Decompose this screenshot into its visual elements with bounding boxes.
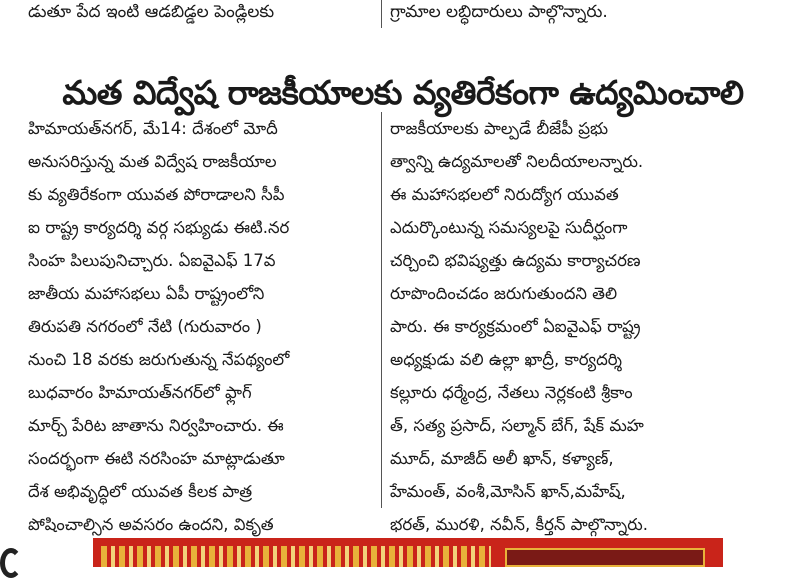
body-line: పారు. ఈ కార్యక్రమంలో ఏఐవైఎఫ్ రాష్ట్ర [390, 317, 641, 336]
article-column-right [390, 112, 725, 534]
body-line: బుధవారం హిమాయత్‌నగర్‌లో ఫ్లాగ్ [28, 383, 252, 402]
body-line: మూద్, మాజీద్ అలీ ఖాన్, కళ్యాణ్, [390, 449, 614, 468]
body-line: కు వ్యతిరేకంగా యువత పోరాడాలని సీపీ [28, 185, 285, 204]
previous-article-tail-left: డుతూ పేద ఇంటి ఆడబిడ్డల పెండ్లిలకు [28, 2, 275, 22]
body-line: అనుసరిస్తున్న మత విద్వేష రాజకీయాల [28, 152, 277, 171]
body-line: భరత్, మురళి, నవీన్, కీర్తన్ పాల్గొన్నారు. [390, 515, 648, 534]
page-corner-mark [0, 548, 22, 578]
body-line: హేమంత్, వంశీ,మోసిన్ ఖాన్,మహేష్, [390, 482, 626, 501]
body-line: రాజకీయాలకు పాల్పడే బీజేపీ ప్రభు [390, 119, 609, 138]
body-line: జాతీయ మహాసభలు ఏపీ రాష్ట్రంలోని [28, 284, 265, 303]
body-line: త్, సత్య ప్రసాద్, సల్మాన్ బేగ్, షేక్ మహ [390, 416, 644, 435]
body-line: తిరుపతి నగరంలో నేటి (గురువారం ) [28, 317, 262, 336]
body-line: అధ్యక్షుడు వలి ఉల్లా ఖాద్రీ, కార్యదర్శి [390, 350, 622, 369]
body-line: ఎదుర్కొంటున్న సమస్యలపై సుదీర్ఘంగా [390, 218, 628, 237]
body-line: సందర్భంగా ఈటి నరసింహ మాట్లాడుతూ [28, 449, 285, 468]
body-line: దేశ అభివృద్ధిలో యువత కీలక పాత్ర [28, 482, 253, 501]
body-line: హిమాయత్‌నగర్, మే14: దేశంలో మోదీ [28, 119, 278, 138]
body-line: రూపొందించడం జరుగుతుందని తెలి [390, 284, 618, 303]
body-line: ఈ మహాసభలలో నిరుద్యోగ యువత [390, 185, 619, 204]
body-line: త్వాన్ని ఉద్యమాలతో నిలదీయాలన్నారు. [390, 152, 644, 171]
top-column-divider [381, 0, 382, 28]
article-column-divider [381, 112, 382, 508]
body-line: నుంచి 18 వరకు జరుగుతున్న నేపథ్యంలో [28, 350, 290, 369]
previous-article-tail-right: గ్రామాల లబ్ధిదారులు పాల్గొన్నారు. [390, 2, 608, 22]
article-column-left [28, 112, 368, 534]
body-line: కల్లూరు ధర్మేంద్ర, నేతలు నెర్లకంటి శ్రీకాం [390, 383, 633, 402]
body-line: మార్చ్ పేరిట జాతాను నిర్వహించారు. ఈ [28, 416, 284, 435]
body-line: సింహ పిలుపునిచ్చారు. ఏఐవైఎఫ్ 17వ [28, 251, 276, 270]
ad-border-pattern [101, 546, 491, 567]
ad-inset-panel [505, 548, 705, 567]
body-line: ఐ రాష్ట్ర కార్యదర్శి వర్గ సభ్యుడు ఈటి.నర [28, 218, 290, 237]
article-headline: మత విద్వేష రాజకీయాలకు వ్యతిరేకంగా ఉద్యమించాలి [62, 73, 744, 113]
advertisement-banner [93, 538, 723, 567]
body-line: చర్చించి భవిష్యత్తు ఉద్యమ కార్యాచరణ [390, 251, 641, 270]
body-line: పోషించాల్సిన అవసరం ఉందని, వికృత [28, 515, 274, 534]
